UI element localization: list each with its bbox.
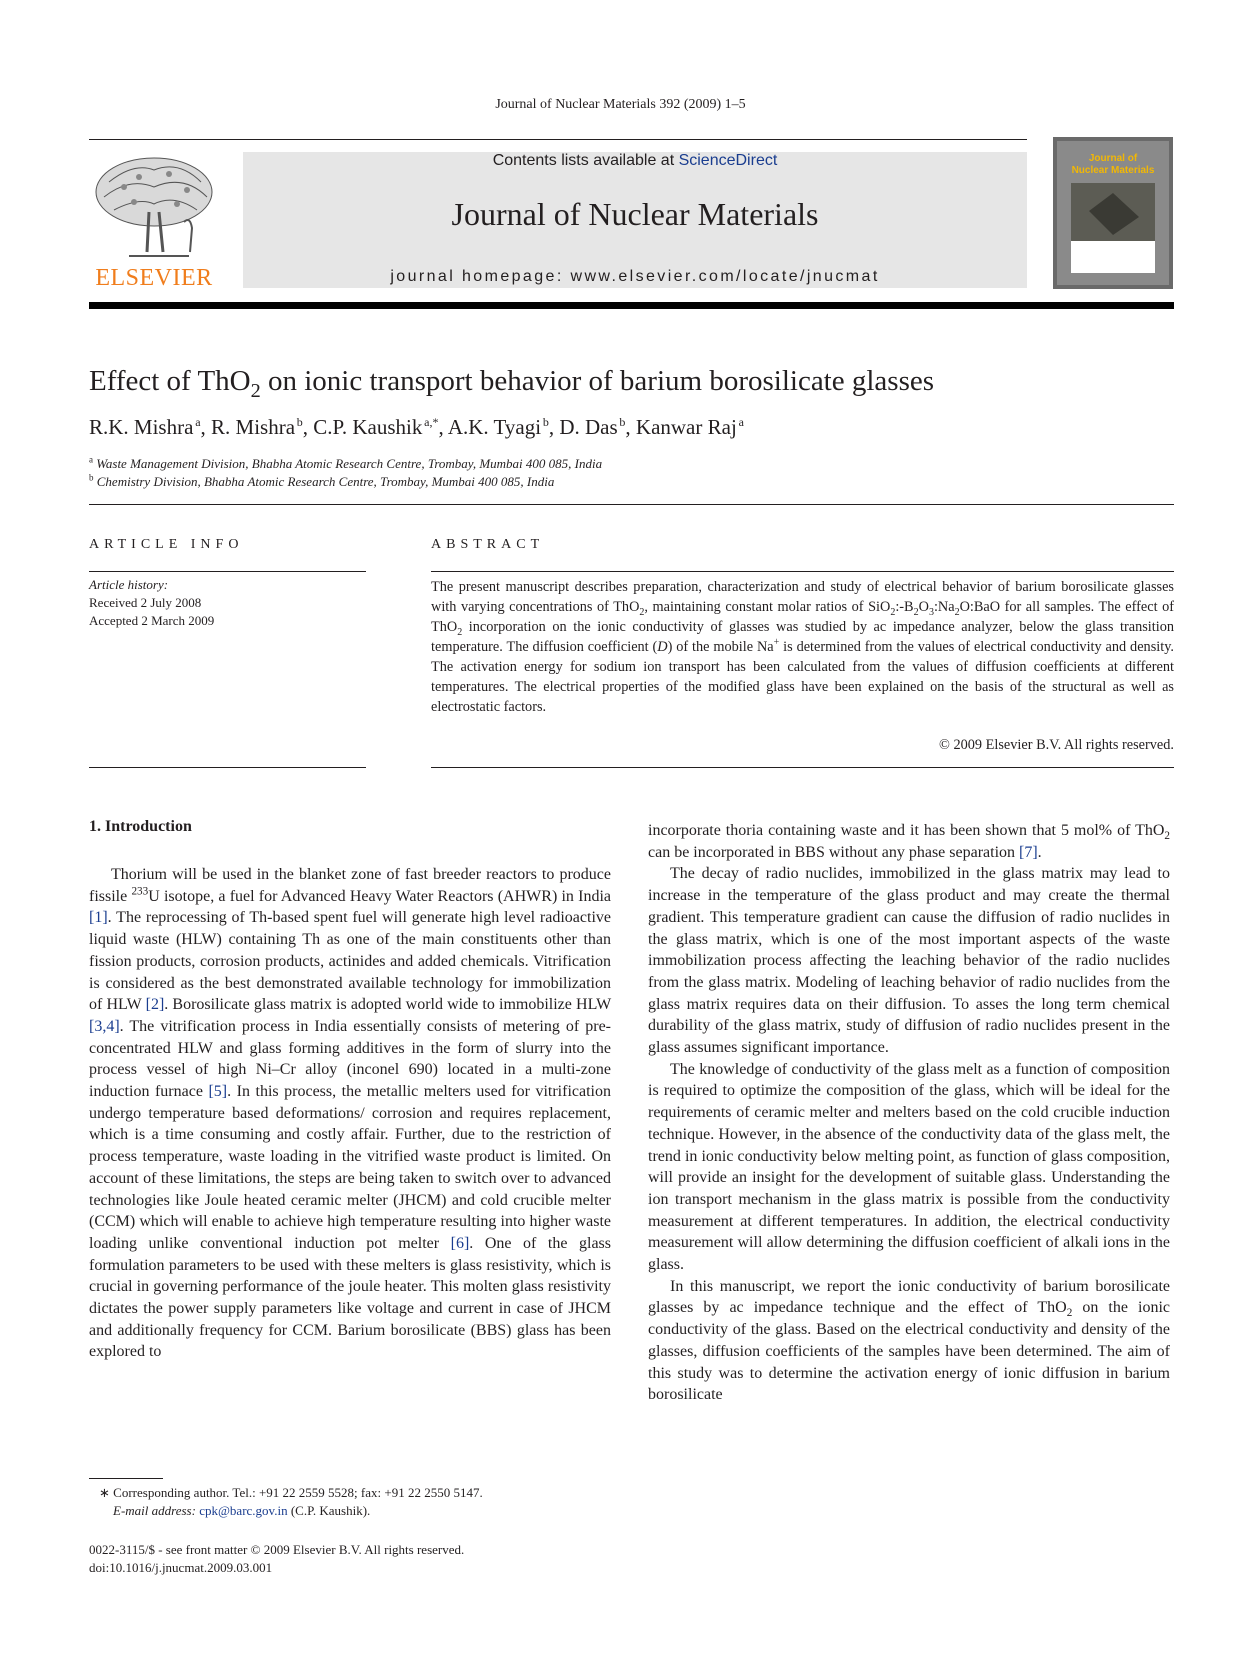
author[interactable]: Kanwar Raj [635, 415, 737, 439]
citation-link[interactable]: [6] [450, 1234, 470, 1252]
author-affiliation-mark: a,* [424, 415, 439, 429]
divider [431, 767, 1174, 768]
footnote-rule [89, 1478, 163, 1479]
author[interactable]: C.P. Kaushik [313, 415, 423, 439]
paper-title [89, 365, 935, 402]
journal-cover-image [1053, 137, 1173, 289]
doi-line[interactable]: doi:10.1016/j.jnucmat.2009.03.001 [89, 1560, 273, 1575]
journal-title: Journal of Nuclear Materials [451, 196, 819, 232]
sciencedirect-link[interactable]: ScienceDirect [678, 152, 778, 169]
title-subscript: 2 [250, 379, 261, 402]
body-column-left [89, 864, 611, 1363]
abstract-text: The present manuscript describes preparation, characterization and study of electrical behavior of barium borosilicate glasses with varying concentrations of ThO$_2$, maintaining constant molar ratios of $SiO_2:-B_2O_3:Na_2O:BaO$ for all samples. The effect of ThO$_2$ incorporation on the ionic conductivity of glasses was studied by ac impedance analyzer, below the glass transition temperature. The diffusion coefficient (D) of the mobile Na+ is determined from the values of electrical conductivity and density. The activation energy for sodium ion transport has been calculated from the values of diffusion coefficients at different temperatures. The electrical properties of the modified glass have been explained on the basis of the structural as well as electrostatic factors. [431, 579, 1174, 715]
citation-link[interactable]: [1] [89, 909, 108, 927]
affiliations [89, 455, 602, 491]
affiliation-key: b [89, 472, 94, 483]
divider [89, 571, 366, 572]
author[interactable]: R. Mishra [211, 415, 296, 439]
abstract-heading: ABSTRACT [431, 537, 545, 552]
masthead-rule [89, 302, 1174, 309]
email-note [89, 1502, 483, 1520]
affiliation-b [89, 473, 602, 491]
affiliation-key: a [89, 454, 93, 465]
email-link[interactable]: cpk@barc.gov.in [199, 1503, 288, 1518]
author[interactable]: D. Das [559, 415, 618, 439]
author-affiliation-mark: b [542, 415, 549, 429]
author[interactable]: R.K. Mishra [89, 415, 194, 439]
divider [431, 571, 1174, 572]
running-head: Journal of Nuclear Materials 392 (2009) 1–5 [495, 97, 746, 112]
email-label: E-mail address: [113, 1503, 196, 1518]
corresponding-author-note: ∗ Corresponding author. Tel.: +91 22 2559 5528; fax: +91 22 2550 5147. [99, 1485, 483, 1500]
history-label: Article history: [89, 577, 169, 592]
article-info-heading: ARTICLE INFO [89, 537, 244, 552]
body-paragraph: Thorium will be used in the blanket zone of fast breeder reactors to produce fissile $^{233}$U isotope, a fuel for Advanced Heavy Water Reactors (AHWR) in India [1]. The reprocessing of Th-based spent fuel will generate high level radioactive liquid waste (HLW) containing Th as one of the main constituents other than fission products, corrosion products, actinides and added chemicals. Vitrification is considered as the best demonstrated available technology for immobilization of HLW [2]. Borosilicate glass matrix is adopted world wide to immobilize HLW [3,4]. The vitrification process in India essentially consists of metering of pre-concentrated HLW and glass forming additives in the form of slurry into the process vessel of high Ni–Cr alloy (inconel 690) located in a multi-zone induction furnace [5]. In this process, the metallic melters used for vitrification undergo temperature based deformations/ corrosion and requires replacement, which is a time consuming and costly affair. Further, due to the restriction of process temperature, waste loading in the vitrified waste product is limited. On account of these limitations, the steps are being taken to switch over to advanced technologies like Joule heated ceramic melter (JHCM) and cold crucible melter (CCM) which will enable to achieve high temperature resulting into higher waste loading unlike conventional induction pot melter [6]. One of the glass formulation parameters to be used with these melters is glass resistivity, which is crucial in governing performance of the joule heater. This molten glass resistivity dictates the power supply parameters like voltage and current in case of JHCM and additionally frequency for CCM. Barium borosilicate (BBS) glass has been explored to [89, 866, 612, 1361]
body-paragraph: In this manuscript, we report the ionic conductivity of barium borosilicate glasses by ac impedance technique and the effect of ThO$_2$ on the ionic conductivity of the glass. Based on the electrical conductivity and density of the glasses, diffusion coefficients of the samples have been determined. The aim of this study was to determine the activation energy of ionic diffusion in barium borosilicate [648, 1277, 1170, 1404]
contents-line [243, 152, 1027, 170]
issn-line: 0022-3115/$ - see front matter © 2009 Elsevier B.V. All rights reserved. [89, 1542, 465, 1557]
author-affiliation-mark: b [296, 415, 303, 429]
journal-homepage[interactable]: journal homepage: www.elsevier.com/locate/jnucmat [390, 268, 880, 285]
citation-link[interactable]: [7] [1019, 843, 1038, 861]
body-paragraph: incorporate thoria containing waste and it has been shown that 5 mol% of ThO$_2$ can be incorporated in BBS without any phase separation [7]. [648, 822, 1170, 861]
citation-link[interactable]: [5] [208, 1083, 228, 1101]
article-history [89, 576, 214, 630]
author-affiliation-mark: a [738, 415, 744, 429]
email-suffix: (C.P. Kaushik). [290, 1503, 371, 1518]
body-paragraph: The knowledge of conductivity of the glass melt as a function of composition is required to optimize the composition of the glass, which will be ideal for the requirements of ceramic melter and melters based on the cold crucible induction technique. However, in the absence of the conductivity data of the glass melt, the trend in ionic conductivity below melting point, as function of glass composition, will provide an insight for the development of suitable glass. Understanding the ion transport mechanism in the glass matrix is possible from the conductivity measurement at different temperatures. In addition, the electrical conductivity measurement will allow determining the diffusion coefficient of alkali ions in the glass. [648, 1060, 1170, 1274]
publisher-wordmark: ELSEVIER [95, 265, 213, 291]
abstract-copyright: © 2009 Elsevier B.V. All rights reserved. [939, 737, 1174, 753]
footnote-text: Corresponding author. Tel.: +91 22 2559 5528; fax: +91 22 2550 5147. [113, 1485, 483, 1500]
author[interactable]: A.K. Tyagi [447, 415, 542, 439]
body-paragraph: The decay of radio nuclides, immobilized in the glass matrix may lead to increase in the temperature of the glass product and may create the thermal gradient. This temperature gradient can cause the diffusion of radio nuclides in the glass matrix, which is one of the most important aspects of the waste immobilization process affecting the leaching behavior of the radio nuclides from the glass matrix. Modeling of leaching behavior of radio nuclides from the glass matrix requires data on their diffusion. To asses the long term chemical durability of the glass matrix, study of diffusion of radio nuclides present in the glass assumes significant importance. [648, 865, 1170, 1057]
divider [89, 767, 366, 768]
title-part: on ionic transport behavior of barium borosilicate glasses [260, 365, 935, 397]
affiliation-text: Waste Management Division, Bhabha Atomic Research Centre, Trombay, Mumbai 400 085, India [96, 456, 603, 471]
citation-link[interactable]: [2] [145, 996, 165, 1014]
received-date: Received 2 July 2008 [89, 595, 202, 610]
affiliation-a [89, 455, 602, 473]
author-list: R.K. Mishra $^a$, R. Mishra $^b$, C.P. Kaushik $^{a,*}$, A.K. Tyagi $^b$, D. Das $^b$, Kanwar Raj $^a$ [89, 415, 744, 439]
header-rule [89, 139, 1027, 140]
author-affiliation-mark: b [619, 415, 626, 429]
author-affiliation-mark: a [195, 415, 201, 429]
accepted-date: Accepted 2 March 2009 [89, 613, 215, 628]
contents-prefix: Contents lists available at [492, 152, 679, 169]
page-footer [89, 1541, 464, 1577]
cover-title: Nuclear Materials [1071, 165, 1155, 176]
title-part: Effect of ThO [89, 365, 251, 397]
footnote [89, 1484, 483, 1520]
svg-text:Journal of: Journal of [1088, 153, 1138, 164]
citation-link[interactable]: [3,4] [89, 1017, 120, 1035]
section-heading: 1. Introduction [89, 818, 192, 835]
affiliation-text: Chemistry Division, Bhabha Atomic Research Centre, Trombay, Mumbai 400 085, India [96, 474, 555, 489]
body-column-right [648, 820, 1170, 1406]
divider [89, 504, 1174, 505]
